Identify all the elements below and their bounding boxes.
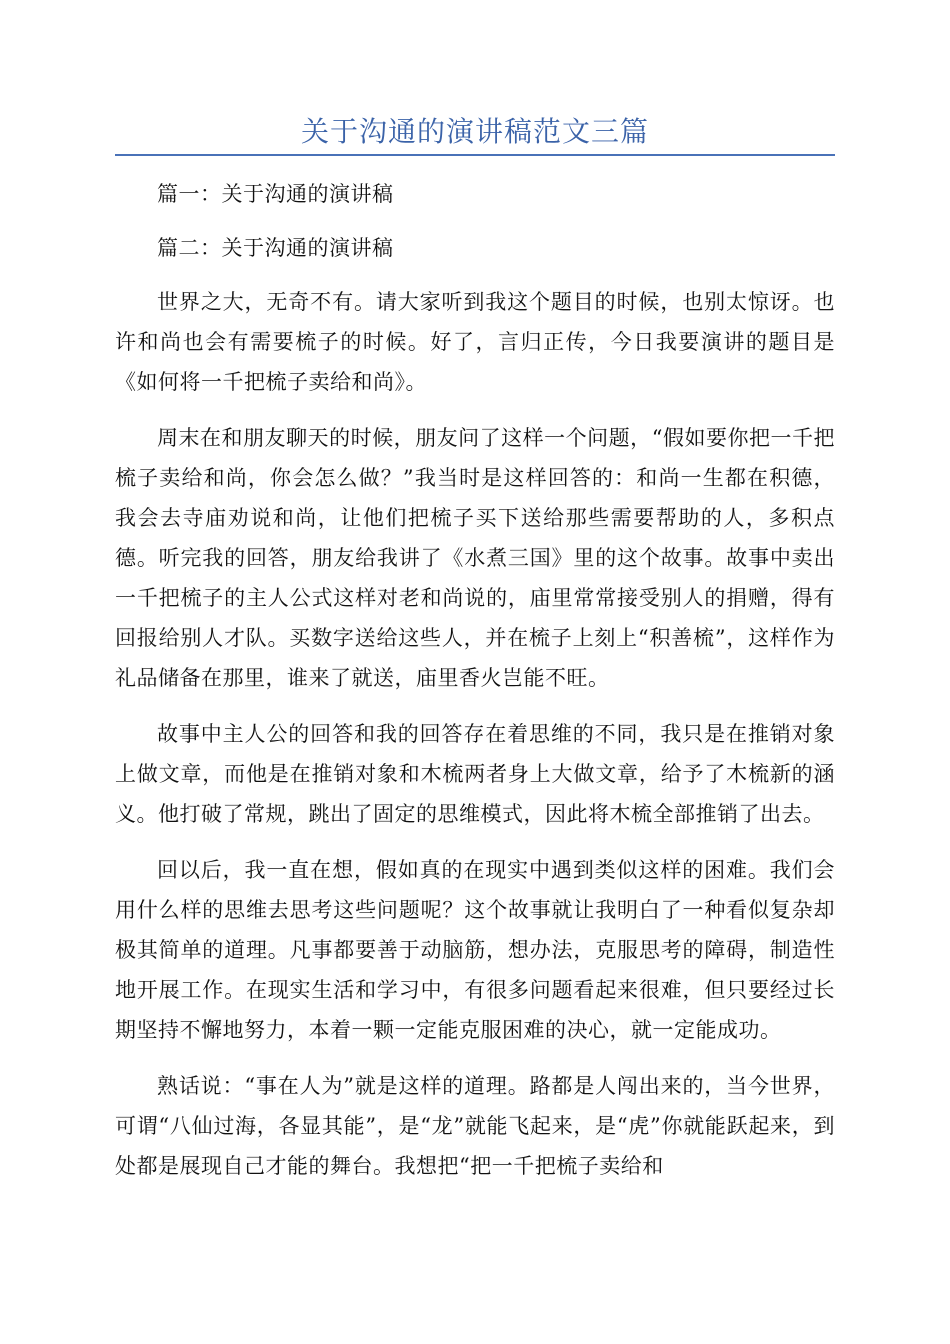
title-underline bbox=[115, 154, 835, 156]
section-heading-1: 篇一：关于沟通的演讲稿 bbox=[157, 182, 394, 206]
paragraph: 世界之大，无奇不有。请大家听到我这个题目的时候，也别太惊讶。也许和尚也会有需要梳子的时候。好了，言归正传，今日我要演讲的题目是《如何将一千把梳子卖给和尚》。 bbox=[115, 290, 835, 394]
paragraph: 回以后，我一直在想，假如真的在现实中遇到类似这样的困难。我们会用什么样的思维去思考这些问题呢？这个故事就让我明白了一种看似复杂却极其简单的道理。凡事都要善于动脑筋，想办法，克服思考的障碍，制造性地开展工作。在现实生活和学习中，有很多问题看起来很难，但只要经过长期坚持不懈地努力，本着一颗一定能克服困难的决心，就一定能成功。 bbox=[115, 858, 835, 1042]
section-heading-2: 篇二：关于沟通的演讲稿 bbox=[157, 236, 394, 260]
document-body bbox=[115, 174, 835, 1202]
paragraph: 故事中主人公的回答和我的回答存在着思维的不同，我只是在推销对象上做文章，而他是在推销对象和木梳两者身上大做文章，给予了木梳新的涵义。他打破了常规，跳出了固定的思维模式，因此将木梳全部推销了出去。 bbox=[115, 722, 835, 826]
page-title: 关于沟通的演讲稿范文三篇 bbox=[300, 115, 649, 148]
paragraph: 周末在和朋友聊天的时候，朋友问了这样一个问题，“假如要你把一千把梳子卖给和尚，你会怎么做？”我当时是这样回答的：和尚一生都在积德，我会去寺庙劝说和尚，让他们把梳子买下送给那些需要帮助的人，多积点德。听完我的回答，朋友给我讲了《水煮三国》里的这个故事。故事中卖出一千把梳子的主人公式这样对老和尚说的，庙里常常接受别人的捐赠，得有回报给别人才队。买数字送给这些人，并在梳子上刻上“积善梳”，这样作为礼品储备在那里，谁来了就送，庙里香火岂能不旺。 bbox=[115, 426, 835, 690]
paragraph: 熟话说：“事在人为”就是这样的道理。路都是人闯出来的，当今世界，可谓“八仙过海，各显其能”，是“龙”就能飞起来，是“虎”你就能跃起来，到处都是展现自己才能的舞台。我想把“把一千把梳子卖给和 bbox=[115, 1074, 835, 1178]
